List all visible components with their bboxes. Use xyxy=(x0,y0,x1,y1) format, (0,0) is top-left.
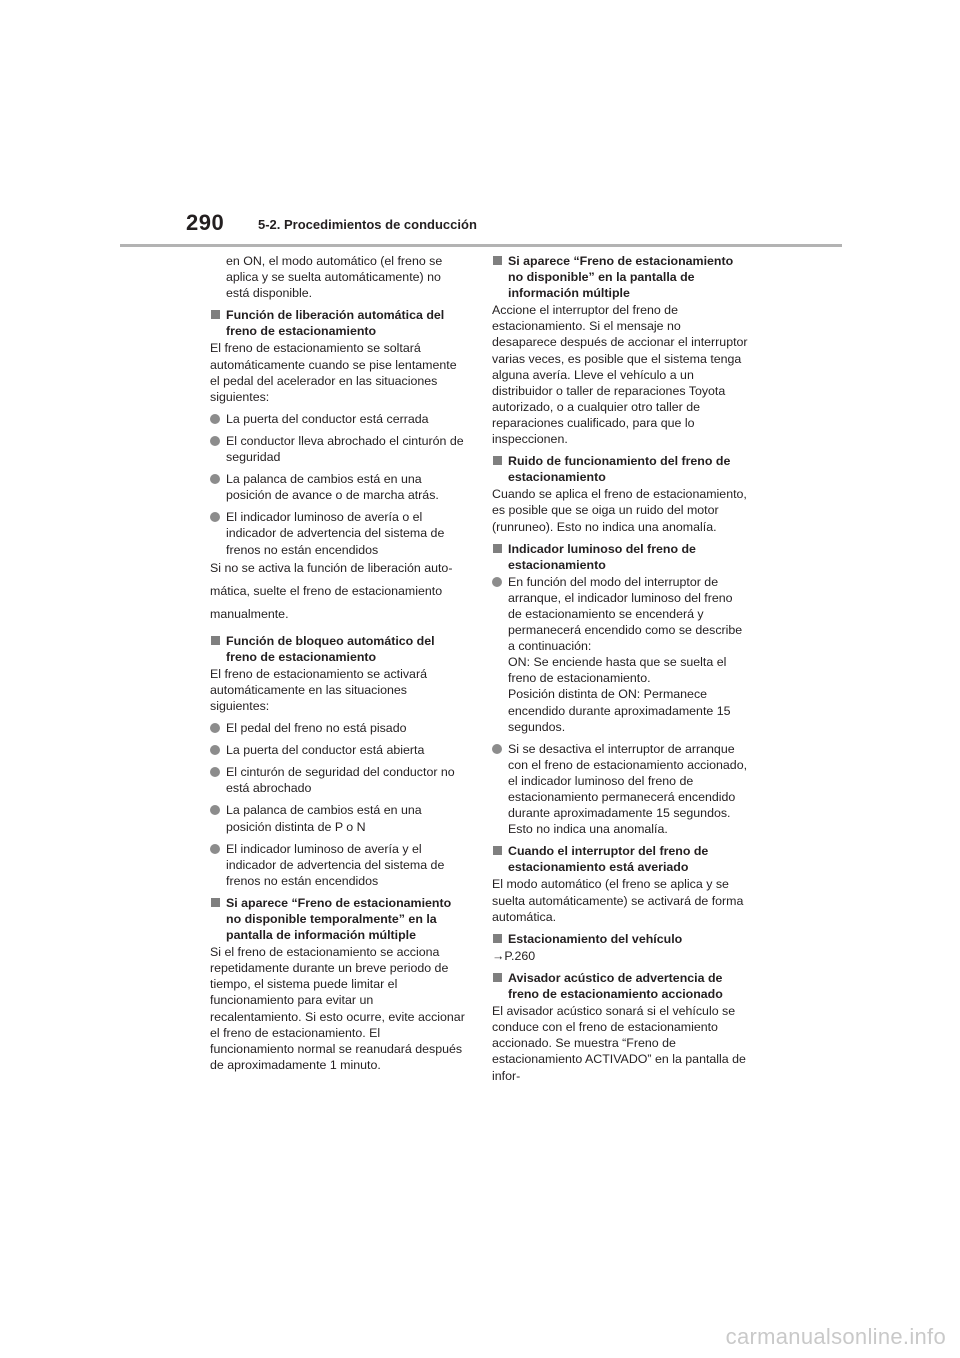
circle-bullet-icon xyxy=(210,745,220,755)
watermark-text: carmanualsonline.info xyxy=(725,1324,946,1349)
page-reference-link[interactable]: →P.260 xyxy=(492,948,536,963)
circle-bullet-icon xyxy=(210,414,220,424)
circle-bullet-icon xyxy=(210,805,220,815)
paragraph: Si el freno de estacionamiento se acciona repetidamente durante un breve periodo de tiempo, el sistema puede limitar el funcionamiento para evitar un recalentamiento. Si esto ocurre, evite accionar el freno de estacionamiento. El funcionamiento normal se reanudará después de aproximadamente 1 minuto. xyxy=(210,945,465,1072)
heading-auto-release: Función de liberación automática del freno de estacionamiento xyxy=(210,307,466,339)
square-bullet-icon xyxy=(493,846,502,855)
square-bullet-icon xyxy=(493,256,502,265)
list-item: En función del modo del interruptor de arranque, el indicador luminoso del freno de estacionamiento se encenderá y permanecerá encendido como se describe a continuación: ON: Se enciende hasta que se suelta el freno de estacionamiento. Posición distinta de ON: Permanece encendido durante aproximadamente 15 segundos. xyxy=(492,574,748,735)
heading-indicator-light: Indicador luminoso del freno de estacionamiento xyxy=(492,541,748,573)
square-bullet-icon xyxy=(211,898,220,907)
circle-bullet-icon xyxy=(210,767,220,777)
list-item: El pedal del freno no está pisado xyxy=(210,720,466,736)
heading-auto-lock: Función de bloqueo automático del freno de estacionamiento xyxy=(210,633,466,665)
paragraph: El freno de estacionamiento se activará automáticamente en las situaciones siguientes: xyxy=(210,666,427,713)
section-title: 5-2. Procedimientos de conducción xyxy=(258,217,477,232)
continuation-paragraph: en ON, el modo automático (el freno se aplica y se suelta automáticamente) no está disponible. xyxy=(226,254,443,301)
paragraph: El freno de estacionamiento se soltará automáticamente cuando se pise lentamente el pedal del acelerador en las situaciones siguientes: xyxy=(210,341,457,404)
circle-bullet-icon xyxy=(492,577,502,587)
left-column xyxy=(210,253,466,1079)
list-item: La palanca de cambios está en una posición de avance o de marcha atrás. xyxy=(210,471,466,503)
circle-bullet-icon xyxy=(210,512,220,522)
header-divider xyxy=(120,244,842,247)
list-item: La puerta del conductor está cerrada xyxy=(210,411,466,427)
list-item: Si se desactiva el interruptor de arranque con el freno de estacionamiento accionado, el indicador luminoso del freno de estacionamiento permanecerá encendido durante aproximadamente 15 segundos. Esto no indica una anomalía. xyxy=(492,741,748,838)
square-bullet-icon xyxy=(211,636,220,645)
list-item: La palanca de cambios está en una posición distinta de P o N xyxy=(210,802,466,834)
heading-unavailable: Si aparece “Freno de estacionamiento no disponible” en la pantalla de información múltiple xyxy=(492,253,748,301)
circle-bullet-icon xyxy=(210,844,220,854)
list-item: La puerta del conductor está abierta xyxy=(210,742,466,758)
paragraph: El avisador acústico sonará si el vehículo se conduce con el freno de estacionamiento accionado. Se muestra “Freno de estacionamiento ACTIVADO” en la pantalla de infor- xyxy=(492,1004,746,1083)
circle-bullet-icon xyxy=(210,474,220,484)
heading-parking: Estacionamiento del vehículo xyxy=(492,931,748,947)
heading-operation-noise: Ruido de funcionamiento del freno de estacionamiento xyxy=(492,453,748,485)
heading-warning-buzzer: Avisador acústico de advertencia de freno de estacionamiento accionado xyxy=(492,970,748,1002)
paragraph: mática, suelte el freno de estacionamiento xyxy=(210,583,443,598)
paragraph: manualmente. xyxy=(210,606,289,621)
paragraph: El modo automático (el freno se aplica y se suelta automáticamente) se activará de forma automática. xyxy=(492,877,744,924)
circle-bullet-icon xyxy=(210,723,220,733)
heading-switch-malfunction: Cuando el interruptor del freno de estacionamiento está averiado xyxy=(492,843,748,875)
circle-bullet-icon xyxy=(210,436,220,446)
right-column xyxy=(492,253,748,1090)
square-bullet-icon xyxy=(493,973,502,982)
list-item: El cinturón de seguridad del conductor no está abrochado xyxy=(210,764,466,796)
page-number: 290 xyxy=(186,210,225,235)
paragraph: Si no se activa la función de liberación auto- xyxy=(210,560,453,575)
square-bullet-icon xyxy=(493,544,502,553)
list-item: El indicador luminoso de avería y el indicador de advertencia del sistema de frenos no están encendidos xyxy=(210,841,466,889)
page-header xyxy=(0,0,960,250)
paragraph: Accione el interruptor del freno de estacionamiento. Si el mensaje no desaparece después de accionar el interruptor varias veces, es posible que el sistema tenga alguna avería. Lleve el vehículo a un distribuidor o taller de reparaciones Toyota autorizado, o a cualquier otro taller de reparaciones cualificado, para que lo inspeccionen. xyxy=(492,303,748,447)
list-item: El conductor lleva abrochado el cinturón de seguridad xyxy=(210,433,466,465)
square-bullet-icon xyxy=(493,934,502,943)
paragraph: Cuando se aplica el freno de estacionamiento, es posible que se oiga un ruido del motor (runruneo). Esto no indica una anomalía. xyxy=(492,487,747,534)
square-bullet-icon xyxy=(493,456,502,465)
circle-bullet-icon xyxy=(492,744,502,754)
heading-temporarily-unavailable: Si aparece “Freno de estacionamiento no disponible temporalmente” en la pantalla de información múltiple xyxy=(210,895,466,943)
square-bullet-icon xyxy=(211,310,220,319)
list-item: El indicador luminoso de avería o el indicador de advertencia del sistema de frenos no están encendidos xyxy=(210,509,466,557)
